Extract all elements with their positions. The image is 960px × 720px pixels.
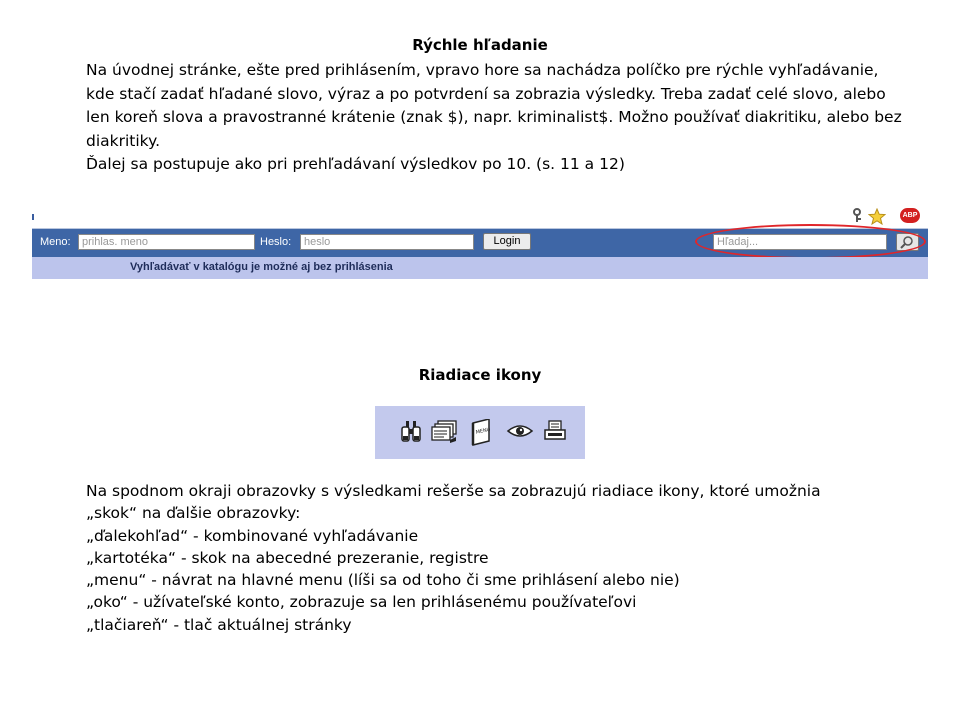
control-icons-panel [375,406,585,459]
eye-icon[interactable] [506,419,534,443]
text-line: „ďalekohľad“ - kombinované vyhľadávanie [86,526,419,545]
star-icon[interactable] [868,208,886,225]
text-line: len koreň slova a pravostranné krátenie (znak $), napr. kriminalist$. Možno používať diakritiku, alebo bez [86,108,902,126]
control-icons-description [86,480,906,636]
adblock-badge[interactable]: ABP [900,208,920,223]
text-line: „menu“ - návrat na hlavné menu (líši sa od toho či sme prihlásení alebo nie) [86,571,680,590]
text-line: „skok“ na ďalšie obrazovky: [86,504,301,523]
key-icon[interactable] [850,208,864,224]
text-line: Na úvodnej stránke, ešte pred prihlásením, vpravo hore sa nachádza políčko pre rýchle vyhľadávanie, [86,61,879,79]
search-highlight-oval [695,224,926,259]
section-title-control-icons: Riadiace ikony [418,366,542,384]
quick-search-input[interactable]: Hľadaj... [713,234,887,250]
printer-icon[interactable] [543,419,567,443]
text-line: Ďalej sa postupuje ako pri prehľadávaní výsledkov po 10. (s. 11 a 12) [86,155,625,173]
quick-search-description [86,59,906,177]
binoculars-icon[interactable] [399,419,423,445]
password-label: Heslo: [260,236,292,248]
text-line: „tlačiareň“ - tlač aktuálnej stránky [86,615,352,634]
text-line: Na spodnom okraji obrazovky s výsledkami rešerše sa zobrazujú riadiace ikony, ktoré umožnia [86,482,821,500]
menu-book-icon[interactable] [470,419,494,447]
login-button[interactable]: Login [483,233,531,250]
name-input[interactable]: prihlas. meno [78,234,255,250]
name-label: Meno: [40,236,71,248]
svg-text:MENU: MENU [475,426,492,436]
text-line: kde stačí zadať hľadané slovo, výraz a po potvrdení sa zobrazia výsledky. Treba zadať celé slovo, alebo [86,84,886,103]
catalog-login-screenshot [32,206,928,279]
info-text: Vyhľadávať v katalógu je možné aj bez prihlásenia [130,261,393,273]
card-index-icon[interactable] [430,419,460,445]
toolbar-edge [32,214,34,220]
info-bar [32,257,928,279]
section-title-quick-search: Rýchle hľadanie [412,36,548,54]
text-line: diakritiky. [86,131,160,150]
password-input[interactable]: heslo [300,234,474,250]
text-line: „kartotéka“ - skok na abecedné prezeranie, registre [86,548,489,567]
text-line: „oko“ - užívateľské konto, zobrazuje sa len prihlásenému používateľovi [86,593,637,612]
